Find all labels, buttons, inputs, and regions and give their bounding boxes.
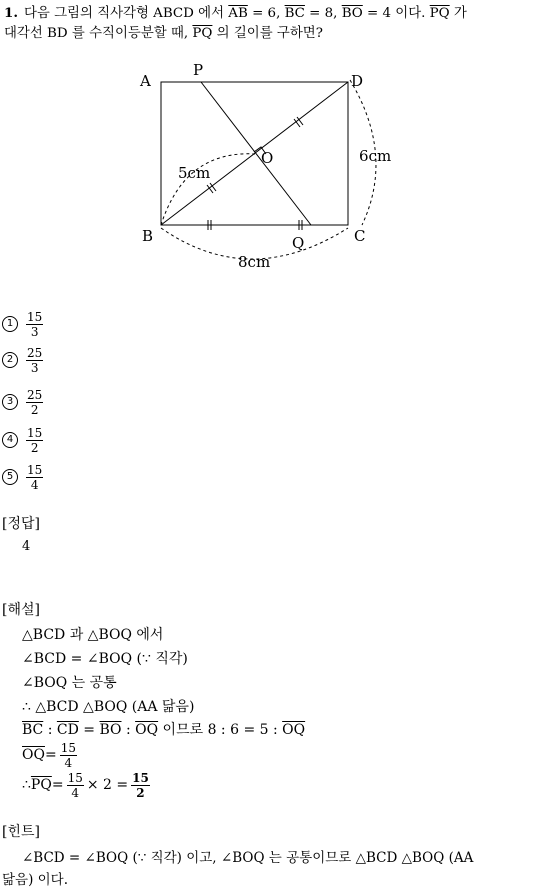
geometry-figure [130,55,405,275]
hint-line-1: ∠BCD = ∠BOQ (∵ 직각) 이고, ∠BOQ 는 공통이므로 △BCD △BOQ (AA [22,850,474,866]
equals: = [78,722,100,738]
numerator: 15 [27,425,43,440]
numerator: 15 [60,740,76,755]
label-a: A [140,72,151,90]
denominator: 2 [30,440,39,455]
question-text-2a: 대각선 BD 를 수직이등분할 때, [4,26,193,41]
label-6cm: 6cm [359,147,392,165]
numerator: 15 [132,770,149,785]
value-ab: = 6, [247,6,285,21]
choice-4[interactable] [2,423,43,457]
denominator: 4 [71,785,80,800]
ratio-text: 이므로 8 : 6 = 5 : [158,722,283,738]
tick-marks [207,117,303,230]
segment-bo: $\overline{BO}$ [341,6,363,21]
segment-bo: $\overline{BO}$ [99,722,122,738]
solution-line-5 [22,719,305,739]
denominator: 3 [30,324,39,339]
segment-cd: $\overline{CD}$ [56,722,79,738]
choice-2[interactable] [2,343,43,377]
question-number: 1. [4,5,18,21]
label-q: Q [292,234,305,252]
choice-1[interactable] [2,307,43,341]
label-d: D [351,72,364,90]
answer-label: [정답] [2,516,40,532]
solution-line-7 [22,768,153,802]
segment-ab: $\overline{AB}$ [228,6,248,21]
fraction [26,310,43,339]
label-8cm: 8cm [238,253,271,271]
denominator: 2 [30,402,39,417]
colon: : [121,722,136,738]
numerator: 15 [67,770,83,785]
label-p: P [193,61,204,79]
solution-line-6 [22,738,80,772]
segment-pq-line [201,82,311,225]
question-line-2 [4,24,323,44]
choice-marker: 1 [2,316,18,332]
choice-5[interactable] [2,460,43,494]
segment-oq: $\overline{OQ}$ [22,747,45,763]
answer-value: 4 [22,539,31,554]
choice-3[interactable] [2,385,43,419]
fraction [26,346,43,375]
segment-pq: $\overline{PQ}$ [30,777,52,793]
segment-oq: $\overline{OQ}$ [282,722,306,738]
value-bo: = 4 이다. [362,6,430,21]
solution-line-4: ∴ △BCD △BOQ (AA 닮음) [22,699,195,715]
fraction [26,388,43,417]
fraction [26,426,43,455]
numerator: 25 [27,387,43,402]
question-text-2b: 의 길이를 구하면? [212,26,323,41]
solution-label: [해설] [2,602,40,618]
denominator: 4 [30,477,39,492]
denominator: 3 [30,360,39,375]
value-bc: = 8, [304,6,342,21]
denominator: 2 [136,785,145,800]
numerator: 15 [27,309,43,324]
numerator: 15 [27,462,43,477]
result-fraction [131,771,150,800]
choice-marker: 4 [2,432,18,448]
segment-oq: $\overline{OQ}$ [135,722,159,738]
segment-pq-2: $\overline{PQ}$ [192,26,213,41]
segment-bc: $\overline{BC}$ [22,722,44,738]
hint-line-2: 닮음) 이다. [2,872,69,888]
label-5cm: 5cm [178,164,211,182]
segment-pq: $\overline{PQ}$ [429,6,450,21]
therefore: ∴ [22,777,31,793]
hint-label: [힌트] [2,824,40,840]
segment-bc: $\overline{BC}$ [284,6,305,21]
numerator: 25 [27,345,43,360]
equals: = [44,747,57,763]
solution-line-3: ∠BOQ 는 공통 [22,675,117,691]
fraction [67,771,84,800]
denominator: 4 [64,755,73,770]
choice-marker: 3 [2,394,18,410]
question-text: 다음 그림의 직사각형 ABCD 에서 [23,6,229,21]
question-line-1 [4,3,532,24]
fraction [60,741,77,770]
label-b: B [142,227,154,245]
label-c: C [354,227,366,245]
solution-line-2: ∠BCD = ∠BOQ (∵ 직각) [22,651,188,667]
choice-marker: 2 [2,352,18,368]
label-o: O [261,149,274,167]
solution-line-1: △BCD 과 △BOQ 에서 [22,627,164,643]
fraction [26,463,43,492]
times: × 2 = [86,777,129,793]
choice-marker: 5 [2,469,18,485]
colon: : [43,722,57,738]
question-text-end: 가 [449,6,467,21]
equals: = [51,777,64,793]
